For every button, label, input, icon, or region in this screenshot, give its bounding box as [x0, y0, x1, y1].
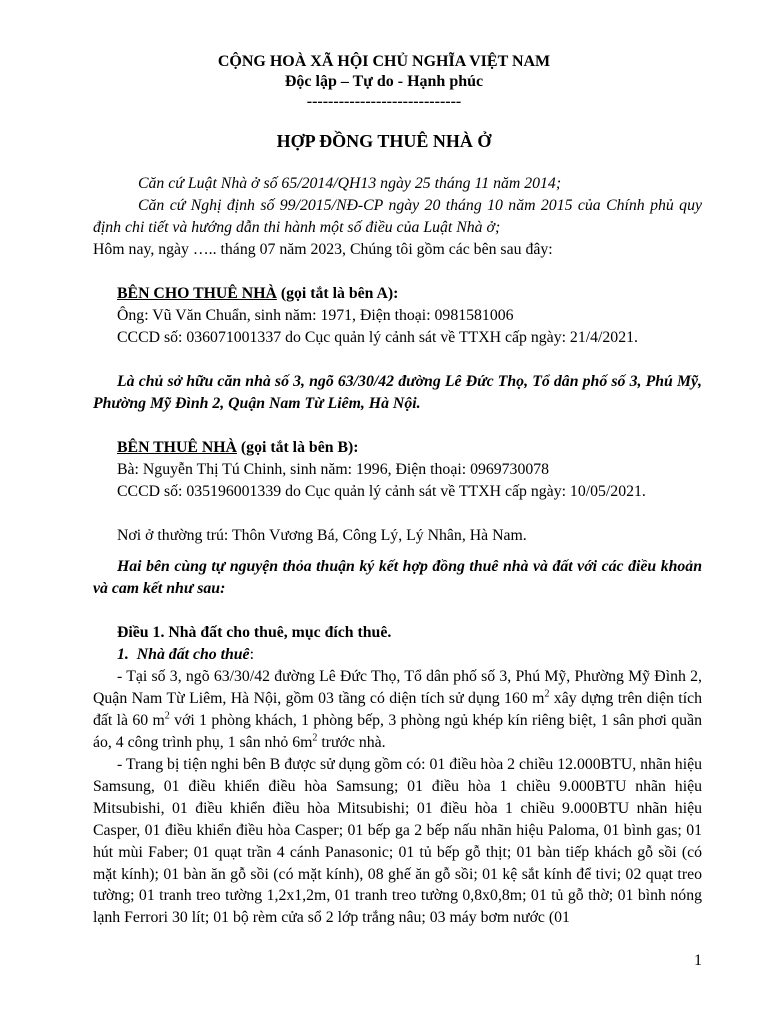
legal-basis-1: Căn cứ Luật Nhà ở số 65/2014/QH13 ngày 25 tháng 11 năm 2014;: [138, 175, 562, 192]
article-1-heading: Điều 1. Nhà đất cho thuê, mục đích thuê.: [117, 624, 392, 641]
motto: Độc lập – Tự do - Hạnh phúc: [284, 73, 484, 90]
party-b-id-card: CCCD số: 035196001339 do Cục quản lý cảnh sát về TTXH cấp ngày: 10/05/2021.: [117, 483, 646, 500]
party-b-title: BÊN THUÊ NHÀ: [117, 439, 237, 456]
sup-2: 2: [164, 710, 170, 722]
item-1-number: 1.: [117, 646, 129, 663]
equipment-list: - Trang bị tiện nghi bên B được sử dụng gồm có: 01 điều hòa 2 chiều 12.000BTU, nhãn hiệu Samsung, 01 điều khiển điều hòa Samsung; 01 điều hòa 1 chiều 9.000BTU nhãn hiệu Mitsubishi, 01 điều khiển điều hòa Mitsubishi; 01 điều hòa 1 chiều 9.000BTU nhãn hiệu Casper, 01 điều khiển điều hòa Casper; 01 bếp ga 2 bếp nấu nhãn hiệu Paloma, 01 bình gas; 01 hút mùi Faber; 01 quạt trần 4 cánh Panasonic; 01 tủ bếp gỗ thịt; 01 bàn tiếp khách gỗ sồi (có mặt kính); 01 bàn ăn gỗ sồi (có mặt kính), 08 ghế ăn gỗ sồi; 01 kệ sắt kính để tivi; 02 quạt treo tường; 01 tranh treo tường 1,2x1,2m, 01 tranh treo tường 0,8x0,8m; 01 tủ gỗ thờ; 01 bình nóng lạnh Ferrori 30 lít; 01 bộ rèm cửa sổ 2 lớp trắng nâu; 03 máy bơm nước (01: [93, 756, 702, 927]
document-title: HỢP ĐỒNG THUÊ NHÀ Ở: [276, 131, 492, 151]
location-part-b: xây dựng trên diện tích đất là 60 m: [93, 689, 702, 729]
party-a-note: (gọi tắt là bên A):: [276, 285, 399, 302]
party-a-id-card: CCCD số: 036071001337 do Cục quản lý cảnh sát về TTXH cấp ngày: 21/4/2021.: [117, 329, 638, 346]
agreement-statement: Hai bên cùng tự nguyện thỏa thuận ký kết hợp đồng thuê nhà và đất với các điều khoản và cam kết như sau:: [93, 558, 702, 597]
party-a-heading: [117, 283, 398, 305]
party-b-person: Bà: Nguyễn Thị Tú Chinh, sinh năm: 1996, Điện thoại: 0969730078: [117, 461, 550, 478]
sup-1: 2: [544, 688, 550, 700]
location-part-c: với 1 phòng khách, 1 phòng bếp, 3 phòng ngủ khép kín riêng biệt, 1 sân phơi quần áo, 4 công trình phụ, 1 sân nhỏ 6m: [93, 711, 702, 751]
party-a-owner-note: Là chủ sở hữu căn nhà số 3, ngõ 63/30/42 đường Lê Đức Thọ, Tổ dân phố số 3, Phú Mỹ, Phường Mỹ Đình 2, Quận Nam Từ Liêm, Hà Nội.: [93, 373, 702, 412]
article-1-item-1: [117, 644, 254, 666]
header-divider: -----------------------------: [306, 93, 462, 110]
party-a-title: BÊN CHO THUÊ NHÀ: [117, 285, 277, 302]
party-b-note: (gọi tắt là bên B):: [236, 439, 359, 456]
location-part-a: - Tại số 3, ngõ 63/30/42 đường Lê Đức Thọ, Tổ dân phố số 3, Phú Mỹ, Phường Mỹ Đình 2, Quận Nam Từ Liêm, Hà Nội, gồm 03 tầng có diện tích sử dụng 160 m: [93, 668, 702, 707]
item-1-label: Nhà đất cho thuê: [136, 646, 250, 663]
legal-basis-2: Căn cứ Nghị định số 99/2015/NĐ-CP ngày 20 tháng 10 năm 2015 của Chính phủ quy định chi tiết và hướng dẫn thi hành một số điều của Luật Nhà ở;: [93, 197, 702, 236]
item-1-colon: :: [249, 646, 254, 663]
nation-header: CỘNG HOÀ XÃ HỘI CHỦ NGHĨA VIỆT NAM: [217, 53, 551, 70]
party-b-residence: Nơi ở thường trú: Thôn Vương Bá, Công Lý, Lý Nhân, Hà Nam.: [117, 527, 527, 544]
sup-3: 2: [312, 732, 318, 744]
property-location: [93, 666, 702, 754]
today-line: Hôm nay, ngày ….. tháng 07 năm 2023, Chúng tôi gồm các bên sau đây:: [93, 241, 553, 258]
location-part-d: trước nhà.: [317, 733, 386, 751]
party-a-person: Ông: Vũ Văn Chuẩn, sinh năm: 1971, Điện thoại: 0981581006: [117, 307, 514, 324]
page-number: 1: [694, 952, 702, 969]
party-b-heading: [117, 437, 359, 459]
